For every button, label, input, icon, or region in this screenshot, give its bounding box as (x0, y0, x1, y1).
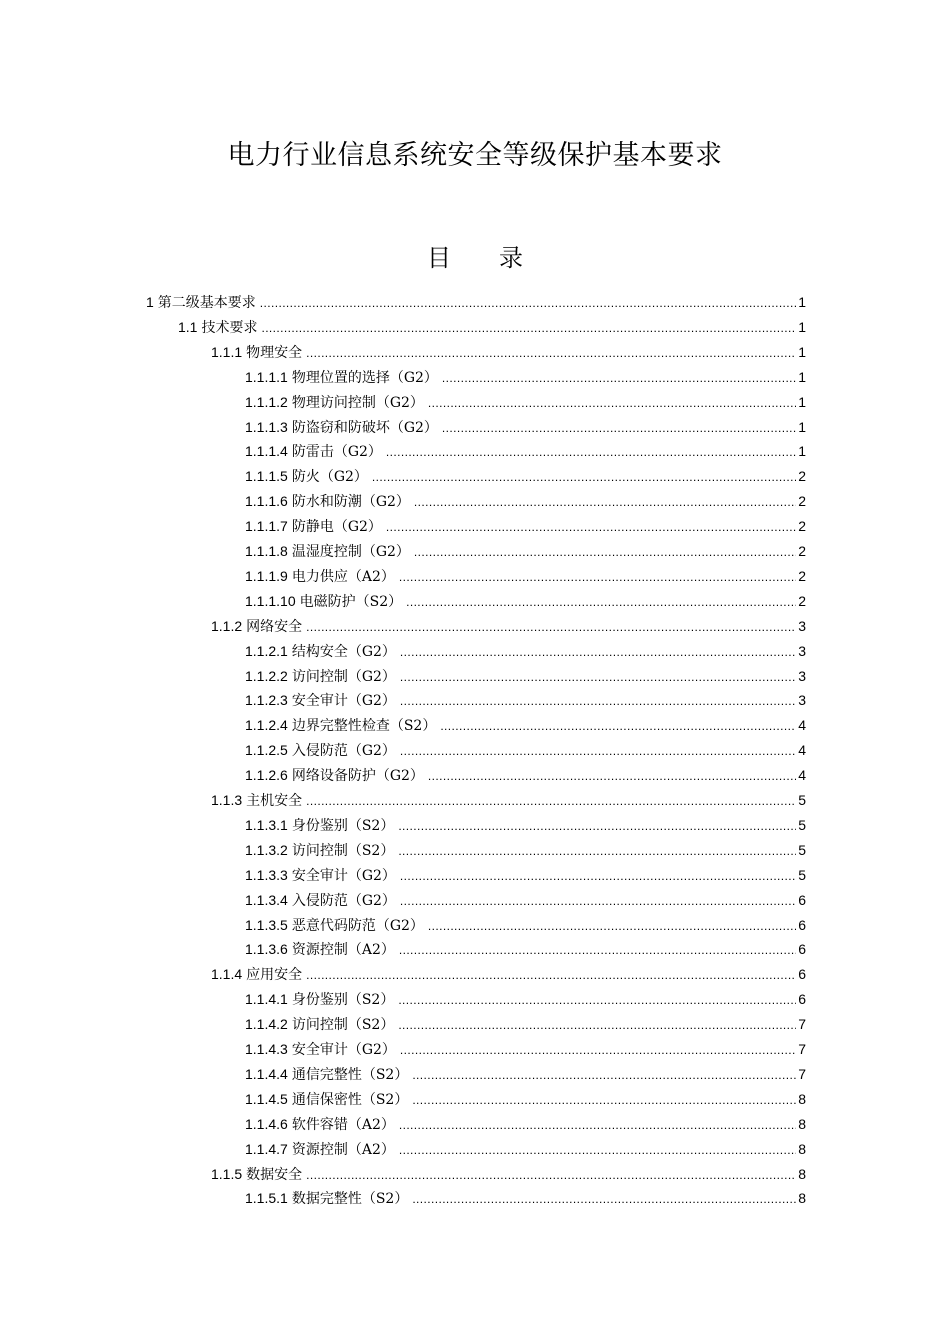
toc-entry-number: 1.1.3.3 (245, 867, 288, 883)
toc-dot-leader (399, 1138, 796, 1163)
toc-entry[interactable] (211, 614, 806, 639)
toc-dot-leader (386, 440, 796, 465)
toc-dot-leader (428, 391, 796, 416)
toc-entry-page: 6 (798, 892, 806, 908)
toc-entry-label: 边界完整性检查（S2） (291, 718, 437, 734)
toc-entry-page: 1 (798, 394, 806, 410)
toc-entry-label: 防雷击（G2） (291, 444, 382, 460)
toc-entry-page: 8 (798, 1166, 806, 1182)
toc-dot-leader (412, 1088, 796, 1113)
toc-entry[interactable] (245, 489, 806, 514)
toc-entry-label: 身份鉴别（S2） (291, 992, 395, 1008)
toc-entry-label: 电磁防护（S2） (299, 594, 403, 610)
toc-entry-page: 5 (798, 842, 806, 858)
toc-entry[interactable] (245, 713, 806, 738)
toc-dot-leader (428, 914, 796, 939)
toc-entry-page: 3 (798, 692, 806, 708)
toc-entry-page: 2 (798, 593, 806, 609)
toc-entry-label: 防火（G2） (291, 469, 368, 485)
toc-entry[interactable] (245, 1012, 806, 1037)
toc-entry-page: 3 (798, 668, 806, 684)
toc-entry-label: 恶意代码防范（G2） (291, 918, 424, 934)
toc-entry-page: 2 (798, 568, 806, 584)
toc-entry-number: 1.1.1.10 (245, 593, 296, 609)
toc-entry-number: 1.1 (178, 319, 198, 335)
toc-dot-leader (261, 316, 796, 341)
toc-entry-page: 5 (798, 867, 806, 883)
toc-entry[interactable] (245, 987, 806, 1012)
toc-entry-label: 入侵防范（G2） (291, 743, 396, 759)
toc-dot-leader (400, 739, 796, 764)
toc-entry[interactable] (245, 639, 806, 664)
toc-dot-leader (414, 490, 796, 515)
toc-entry-number: 1.1.4.4 (245, 1066, 288, 1082)
toc-entry-number: 1.1.3.6 (245, 941, 288, 957)
toc-entry-number: 1.1.1.4 (245, 443, 288, 459)
toc-entry-label: 防水和防潮（G2） (291, 494, 410, 510)
toc-entry-number: 1.1.4 (211, 966, 243, 982)
toc-heading (0, 240, 950, 276)
toc-entry[interactable] (146, 290, 806, 315)
toc-entry[interactable] (245, 1137, 806, 1162)
toc-entry-number: 1.1.4.6 (245, 1116, 288, 1132)
toc-entry[interactable] (245, 464, 806, 489)
toc-entry-page: 1 (798, 319, 806, 335)
toc-entry[interactable] (245, 913, 806, 938)
toc-entry-label: 防静电（G2） (291, 519, 382, 535)
toc-entry[interactable] (245, 937, 806, 962)
toc-entry[interactable] (245, 589, 806, 614)
toc-dot-leader (306, 341, 796, 366)
toc-entry-label: 防盗窃和防破坏（G2） (291, 420, 438, 436)
toc-entry-label: 电力供应（A2） (291, 569, 395, 585)
toc-entry-page: 1 (798, 294, 806, 310)
toc-entry-page: 1 (798, 443, 806, 459)
toc-entry-page: 4 (798, 767, 806, 783)
toc-entry-page: 4 (798, 717, 806, 733)
toc-entry[interactable] (245, 415, 806, 440)
toc-dot-leader (399, 565, 796, 590)
toc-entry-label: 安全审计（G2） (291, 868, 396, 884)
toc-entry[interactable] (211, 788, 806, 813)
toc-entry-page: 5 (798, 792, 806, 808)
toc-entry[interactable] (245, 390, 806, 415)
toc-entry-label: 访问控制（S2） (291, 1017, 395, 1033)
toc-entry-label: 第二级基本要求 (157, 295, 256, 311)
toc-entry-number: 1.1.3 (211, 792, 243, 808)
toc-dot-leader (412, 1063, 796, 1088)
toc-entry-number: 1.1.4.3 (245, 1041, 288, 1057)
toc-dot-leader (400, 889, 796, 914)
toc-entry-page: 8 (798, 1116, 806, 1132)
toc-entry-label: 主机安全 (246, 793, 303, 809)
toc-entry[interactable] (245, 738, 806, 763)
toc-entry-page: 2 (798, 543, 806, 559)
toc-entry-label: 数据完整性（S2） (291, 1191, 409, 1207)
toc-entry-page: 6 (798, 941, 806, 957)
toc-dot-leader (398, 988, 796, 1013)
toc-entry-number: 1.1.1.9 (245, 568, 288, 584)
toc-entry-label: 物理位置的选择（G2） (291, 370, 438, 386)
toc-dot-leader (260, 291, 796, 316)
toc-entry-label: 网络设备防护（G2） (291, 768, 424, 784)
toc-entry-label: 资源控制（A2） (291, 1142, 395, 1158)
toc-dot-leader (428, 764, 796, 789)
toc-dot-leader (400, 1038, 796, 1063)
toc-entry-number: 1.1.5 (211, 1166, 243, 1182)
toc-entry-label: 数据安全 (246, 1167, 303, 1183)
toc-entry-page: 8 (798, 1141, 806, 1157)
toc-entry-page: 1 (798, 344, 806, 360)
toc-entry-page: 6 (798, 966, 806, 982)
toc-entry-number: 1.1.2.6 (245, 767, 288, 783)
toc-entry-number: 1.1.5.1 (245, 1190, 288, 1206)
toc-entry[interactable] (245, 1186, 806, 1211)
toc-dot-leader (400, 689, 796, 714)
toc-dot-leader (406, 590, 796, 615)
toc-entry[interactable] (245, 1037, 806, 1062)
toc-entry-number: 1.1.1.5 (245, 468, 288, 484)
toc-entry-number: 1.1.4.1 (245, 991, 288, 1007)
toc-entry-page: 7 (798, 1016, 806, 1032)
toc-entry-number: 1.1.2.3 (245, 692, 288, 708)
toc-entry[interactable] (245, 888, 806, 913)
toc-entry[interactable] (245, 813, 806, 838)
toc-dot-leader (306, 1163, 796, 1188)
toc-entry-number: 1.1.1.2 (245, 394, 288, 410)
toc-entry-label: 通信保密性（S2） (291, 1092, 409, 1108)
toc-entry-number: 1.1.2 (211, 618, 243, 634)
toc-dot-leader (400, 665, 796, 690)
toc-dot-leader (400, 864, 796, 889)
toc-entry-page: 8 (798, 1190, 806, 1206)
toc-entry-number: 1.1.1.1 (245, 369, 288, 385)
toc-entry-number: 1.1.2.4 (245, 717, 288, 733)
toc-dot-leader (398, 1013, 796, 1038)
toc-entry-number: 1.1.4.2 (245, 1016, 288, 1032)
toc-entry[interactable] (245, 664, 806, 689)
toc-entry-page: 6 (798, 991, 806, 1007)
toc-entry-page: 2 (798, 493, 806, 509)
toc-entry-label: 温湿度控制（G2） (291, 544, 410, 560)
toc-entry[interactable] (245, 365, 806, 390)
toc-entry-label: 物理安全 (246, 345, 303, 361)
toc-entry-label: 网络安全 (246, 619, 303, 635)
toc-entry-number: 1.1.1.8 (245, 543, 288, 559)
toc-dot-leader (398, 814, 796, 839)
toc-entry-number: 1.1.4.7 (245, 1141, 288, 1157)
toc-entry-page: 3 (798, 618, 806, 634)
toc-entry-label: 应用安全 (246, 967, 303, 983)
toc-entry[interactable] (245, 1087, 806, 1112)
toc-entry-number: 1.1.2.5 (245, 742, 288, 758)
toc-entry-number: 1.1.3.1 (245, 817, 288, 833)
toc-dot-leader (372, 465, 796, 490)
toc-entry-label: 安全审计（G2） (291, 693, 396, 709)
toc-heading-left: 目 (427, 244, 451, 272)
toc-entry[interactable] (178, 315, 806, 340)
toc-entry-page: 7 (798, 1066, 806, 1082)
toc-entry-label: 访问控制（S2） (291, 843, 395, 859)
toc-entry[interactable] (245, 1112, 806, 1137)
toc-dot-leader (412, 1187, 796, 1212)
toc-entry-label: 安全审计（G2） (291, 1042, 396, 1058)
toc-heading-right: 录 (499, 244, 523, 272)
toc-dot-leader (442, 366, 796, 391)
toc-entry[interactable] (245, 763, 806, 788)
toc-dot-leader (398, 839, 796, 864)
toc-entry-label: 身份鉴别（S2） (291, 818, 395, 834)
toc-entry-number: 1.1.2.1 (245, 643, 288, 659)
toc-entry-page: 1 (798, 419, 806, 435)
toc-entry-page: 6 (798, 917, 806, 933)
toc-entry[interactable] (245, 539, 806, 564)
toc-entry-page: 2 (798, 468, 806, 484)
toc-dot-leader (414, 540, 796, 565)
toc-entry[interactable] (211, 962, 806, 987)
toc-entry-label: 访问控制（G2） (291, 669, 396, 685)
toc-entry-number: 1.1.1.6 (245, 493, 288, 509)
toc-entry[interactable] (245, 1062, 806, 1087)
toc-entry-label: 软件容错（A2） (291, 1117, 395, 1133)
document-title: 电力行业信息系统安全等级保护基本要求 (227, 140, 723, 171)
toc-dot-leader (399, 938, 796, 963)
toc-entry[interactable] (245, 688, 806, 713)
toc-entry-page: 1 (798, 369, 806, 385)
toc-dot-leader (306, 789, 796, 814)
toc-entry-label: 资源控制（A2） (291, 942, 395, 958)
toc-dot-leader (306, 615, 796, 640)
toc-dot-leader (442, 416, 796, 441)
toc-entry-number: 1.1.2.2 (245, 668, 288, 684)
toc-entry-label: 通信完整性（S2） (291, 1067, 409, 1083)
toc-entry-number: 1.1.1.3 (245, 419, 288, 435)
toc-dot-leader (306, 963, 796, 988)
toc-entry-number: 1.1.3.5 (245, 917, 288, 933)
toc-entry-page: 2 (798, 518, 806, 534)
toc-entry[interactable] (211, 340, 806, 365)
toc-entry[interactable] (245, 439, 806, 464)
toc-entry-number: 1.1.1.7 (245, 518, 288, 534)
toc-entry-number: 1.1.3.2 (245, 842, 288, 858)
toc-dot-leader (400, 640, 796, 665)
toc-entry-page: 4 (798, 742, 806, 758)
toc-entry-label: 技术要求 (201, 320, 258, 336)
toc-entry-number: 1 (146, 294, 154, 310)
toc-entry-page: 7 (798, 1041, 806, 1057)
toc-entry-number: 1.1.4.5 (245, 1091, 288, 1107)
toc-entry-number: 1.1.1 (211, 344, 243, 360)
toc-entry-page: 8 (798, 1091, 806, 1107)
toc-entry-label: 物理访问控制（G2） (291, 395, 424, 411)
toc-entry[interactable] (211, 1162, 806, 1187)
toc-entry-page: 3 (798, 643, 806, 659)
toc-entry[interactable] (245, 838, 806, 863)
toc-entry[interactable] (245, 564, 806, 589)
toc-entry-label: 入侵防范（G2） (291, 893, 396, 909)
toc-dot-leader (399, 1113, 796, 1138)
toc-dot-leader (440, 714, 796, 739)
toc-entry[interactable] (245, 863, 806, 888)
toc-entry-label: 结构安全（G2） (291, 644, 396, 660)
toc-dot-leader (386, 515, 796, 540)
toc-entry[interactable] (245, 514, 806, 539)
toc-entry-number: 1.1.3.4 (245, 892, 288, 908)
toc-entry-page: 5 (798, 817, 806, 833)
